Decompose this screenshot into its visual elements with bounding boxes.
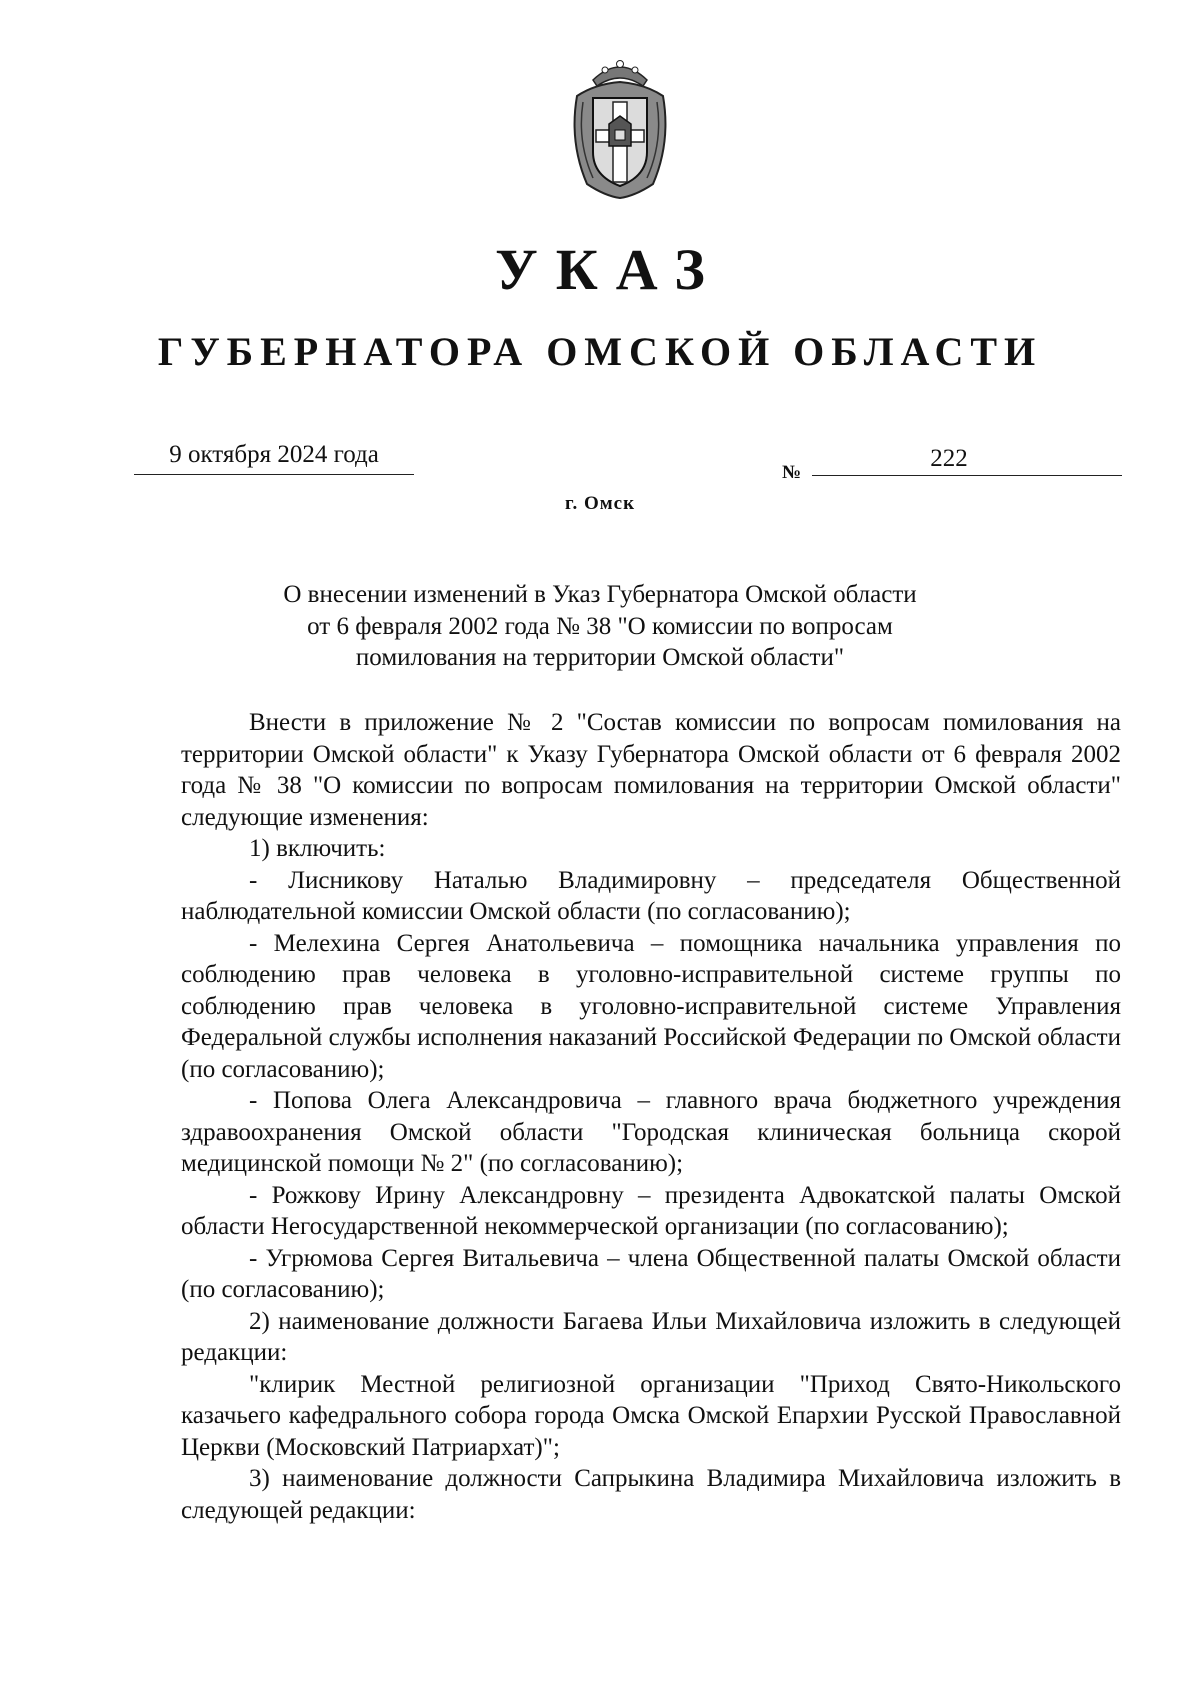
number-label: № [782, 462, 802, 483]
body-person-1: - Лисникову Наталью Владимировну – председателя Общественной наблюдательной комиссии Омской области (по согласованию); [181, 866, 1121, 925]
document-title: УКАЗ [495, 237, 723, 302]
heading-line-3: помилования на территории Омской области" [355, 644, 845, 671]
decree-body [181, 707, 1121, 1526]
city-label: г. Омск [564, 493, 636, 514]
number-underline [812, 475, 1122, 476]
body-person-4: - Рожкову Ирину Александровну – президента Адвокатской палаты Омской области Негосударственной некоммерческой организации (по согласованию); [181, 1181, 1121, 1240]
decree-date-field [134, 440, 414, 476]
body-item-2: 2) наименование должности Багаева Ильи Михайловича изложить в следующей редакции: [181, 1307, 1121, 1366]
body-item-2-quote: "клирик Местной религиозной организации "Приход Свято-Никольского казачьего кафедрального собора города Омска Омской Епархии Русской Православной Церкви (Московский Патриархат)"; [181, 1370, 1121, 1461]
omsk-oblast-coat-of-arms-icon [565, 52, 675, 202]
body-item-1: 1) включить: [249, 835, 386, 862]
body-person-3: - Попова Олега Александровича – главного врача бюджетного учреждения здравоохранения Омской области "Городская клиническая больница скорой медицинской помощи № 2" (по согласованию); [181, 1087, 1121, 1177]
body-person-5: - Угрюмова Сергея Витальевича – члена Общественной палаты Омской области (по согласованию); [181, 1244, 1121, 1303]
heading-line-1: О внесении изменений в Указ Губернатора Омской области [283, 581, 917, 608]
decree-number-field [812, 440, 1122, 478]
decree-date: 9 октября 2024 года [169, 441, 379, 468]
decree-heading [220, 579, 980, 674]
body-item-3: 3) наименование должности Сапрыкина Владимира Михайловича изложить в следующей редакции: [181, 1465, 1121, 1524]
body-person-2: - Мелехина Сергея Анатольевича – помощника начальника управления по соблюдению прав человека в уголовно-исправительной системе группы по соблюдению прав человека в уголовно-исправительной системе Управления Федеральной службы исполнения наказаний Российской Федерации по Омской области (по согласованию); [181, 929, 1121, 1083]
date-underline [134, 474, 414, 475]
document-subtitle: ГУБЕРНАТОРА ОМСКОЙ ОБЛАСТИ [157, 329, 1043, 374]
body-intro-paragraph: Внести в приложение № 2 "Состав комиссии по вопросам помилования на территории Омской области" к Указу Губернатора Омской области от 6 февраля 2002 года № 38 "О комиссии по вопросам помилования на территории Омской области" следующие изменения: [181, 709, 1121, 831]
decree-number: 222 [930, 445, 968, 472]
heading-line-2: от 6 февраля 2002 года № 38 "О комиссии по вопросам [307, 612, 893, 640]
